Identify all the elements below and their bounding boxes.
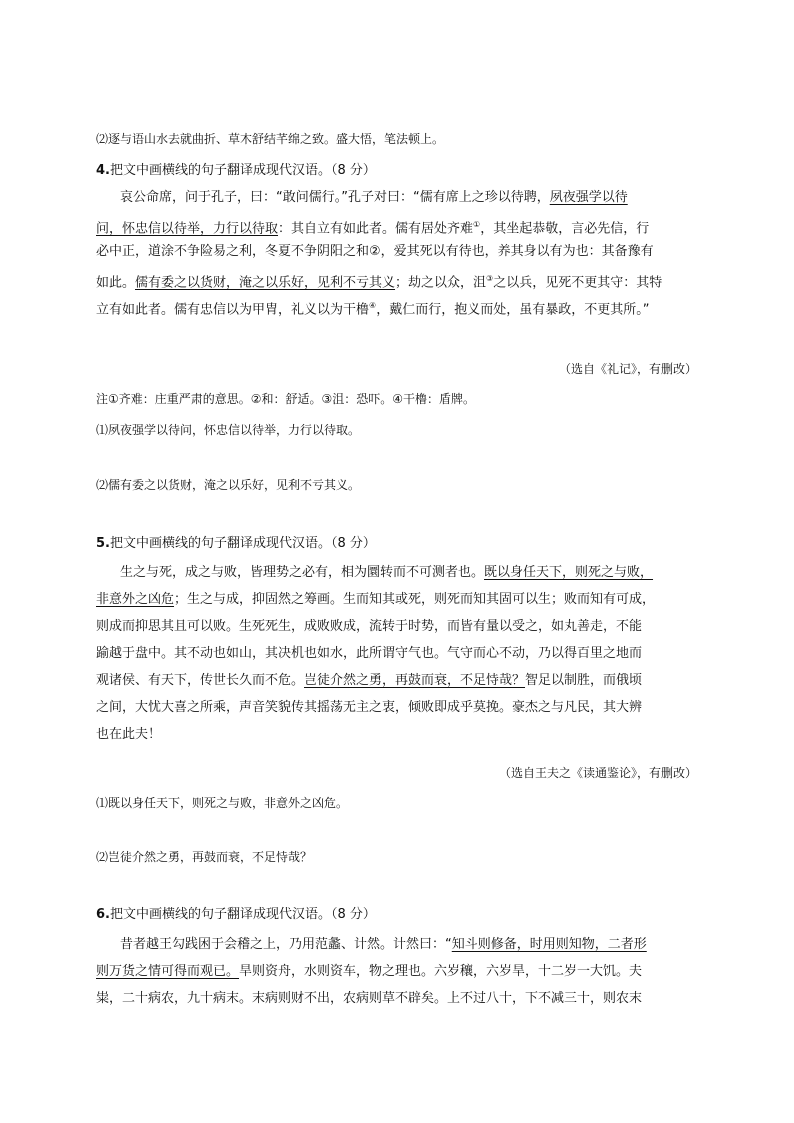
- q5-underlined-sentence-2: 岂徒介然之勇，再鼓而衰，不足恃哉？: [304, 673, 526, 688]
- q5-text: 生之与死，成之与败，皆理势之必有，相为圜转而不可测者也。: [120, 565, 485, 580]
- q4-para-line-4: [96, 270, 662, 292]
- q5-underlined-sentence-1: 既以身任天下，则死之与败，: [484, 565, 654, 580]
- q4-underlined-sentence-1: 夙夜强学以待: [549, 190, 628, 205]
- q5-text: 智足以制胜，而俄顷: [525, 673, 643, 688]
- q5-item-1: ⑴既以身任天下，则死之与败，非意外之凶危。: [96, 796, 349, 810]
- q4-text: 立有如此者。儒有忠信以为甲胄，礼义以为干橹: [96, 302, 370, 318]
- q5-text: ；生之与成，抑固然之筹画。生而知其或死，则死而知其固可以生；败而知有可成，: [174, 592, 656, 607]
- q4-source: （选自《礼记》，有删改）: [558, 362, 697, 376]
- q4-para-line-2: [96, 216, 649, 238]
- q4-para-line-3: 必中正，道涂不争险易之利，冬夏不争阴阳之和②，爱其死以有待也，养其身以有为也：其备豫有: [96, 244, 654, 259]
- q4-underlined-sentence-1-cont: 问，怀忠信以待举，力行以待取: [96, 221, 279, 237]
- q6-underlined-sentence-1: 知斗则修备，时用则知物，二者形: [451, 937, 647, 952]
- q5-para-line-7: 也在此夫！: [96, 727, 162, 742]
- q4-text: ；劫之以众，沮: [395, 275, 487, 291]
- q4-text: ：其自立有如此者。儒有居处齐难: [278, 221, 474, 237]
- q6-para-line-1: [120, 936, 647, 954]
- q6-heading: [96, 906, 376, 924]
- q5-para-line-2: [96, 591, 655, 609]
- q5-para-line-5: [96, 672, 642, 690]
- q4-item-2: ⑵儒有委之以货财，淹之以乐好，见利不亏其义。: [96, 478, 361, 492]
- q5-underlined-sentence-1-cont: 非意外之凶危: [96, 592, 175, 607]
- q4-para-line-5: [96, 297, 649, 319]
- q4-underlined-sentence-2: 儒有委之以货财，淹之以乐好，见利不亏其义: [135, 275, 396, 291]
- q6-number: 6.: [96, 907, 110, 922]
- q4-text: 如此。: [96, 275, 136, 291]
- q4-notes: 注①齐难：庄重严肃的意思。②和：舒适。③沮：恐吓。④干橹：盾牌。: [96, 392, 476, 406]
- q4-note-ref-1: ①: [473, 220, 481, 229]
- q4-item-1: ⑴夙夜强学以待问，怀忠信以待举，力行以待取。: [96, 423, 361, 437]
- q6-para-line-2: [96, 963, 642, 981]
- q6-text: 昔者越王勾践困于会稽之上，乃用范蠡、计然。计然曰：“: [120, 937, 452, 952]
- q6-para-line-3: 粜，二十病农，九十病末。末病则财不出，农病则草不辟矣。上不过八十，下不减三十，则农末: [96, 991, 643, 1006]
- q4-text: ，其坐起恭敬，言必先信，行: [480, 221, 650, 237]
- q5-para-line-4: 踰越于盘中。其不动也如山，其决机也如水，此所谓守气也。气守而心不动，乃以得百里之地而: [96, 646, 643, 661]
- q5-para-line-3: 则成而抑思其且可以败。生死死生，成败败成，流转于时势，而皆有量以受之，如丸善走，不能: [96, 619, 643, 634]
- q5-heading: [96, 535, 376, 553]
- q5-para-line-1: [120, 564, 653, 582]
- q4-note-ref-3: ③: [486, 274, 494, 283]
- q6-title: 把文中画横线的句子翻译成现代汉语。（8 分）: [109, 907, 376, 922]
- q3-item-2: ⑵逐与语山水去就曲折、草木舒结芊绵之致。盛大悟，笔法顿上。: [96, 132, 445, 146]
- q4-text: 之以兵，见死不更其守：其特: [493, 275, 663, 291]
- q5-number: 5.: [96, 536, 110, 551]
- q4-heading: [96, 162, 376, 180]
- q4-para-line-1: [120, 189, 628, 207]
- q5-text: 观诸侯、有天下，传世长久而不危。: [96, 673, 305, 688]
- q5-para-line-6: 之间，大忧大喜之所乘，声音笑貌传其摇荡无主之衷，倾败即成乎莫挽。豪杰之与凡民，其大辨: [96, 700, 643, 715]
- q4-text: ，戴仁而行，抱义而处，虽有暴政，不更其所。”: [376, 302, 650, 318]
- q6-underlined-sentence-1-cont: 则万货之情可得而观已。: [96, 964, 240, 979]
- q5-title: 把文中画横线的句子翻译成现代汉语。（8 分）: [109, 536, 376, 551]
- q6-text: 旱则资舟，水则资车，物之理也。六岁穰，六岁旱，十二岁一大饥。夫: [239, 964, 643, 979]
- q5-item-2: ⑵岂徒介然之勇，再鼓而衰，不足恃哉？: [96, 850, 313, 864]
- q5-source: （选自王夫之《读通鉴论》，有删改）: [498, 766, 697, 780]
- q4-number: 4.: [96, 163, 110, 178]
- q4-note-ref-4: ④: [369, 301, 377, 310]
- q4-title: 把文中画横线的句子翻译成现代汉语。（8 分）: [109, 163, 376, 178]
- q4-text: 哀公命席，问于孔子，曰：“敢问儒行。”孔子对曰：“儒有席上之珍以待聘，: [120, 190, 550, 205]
